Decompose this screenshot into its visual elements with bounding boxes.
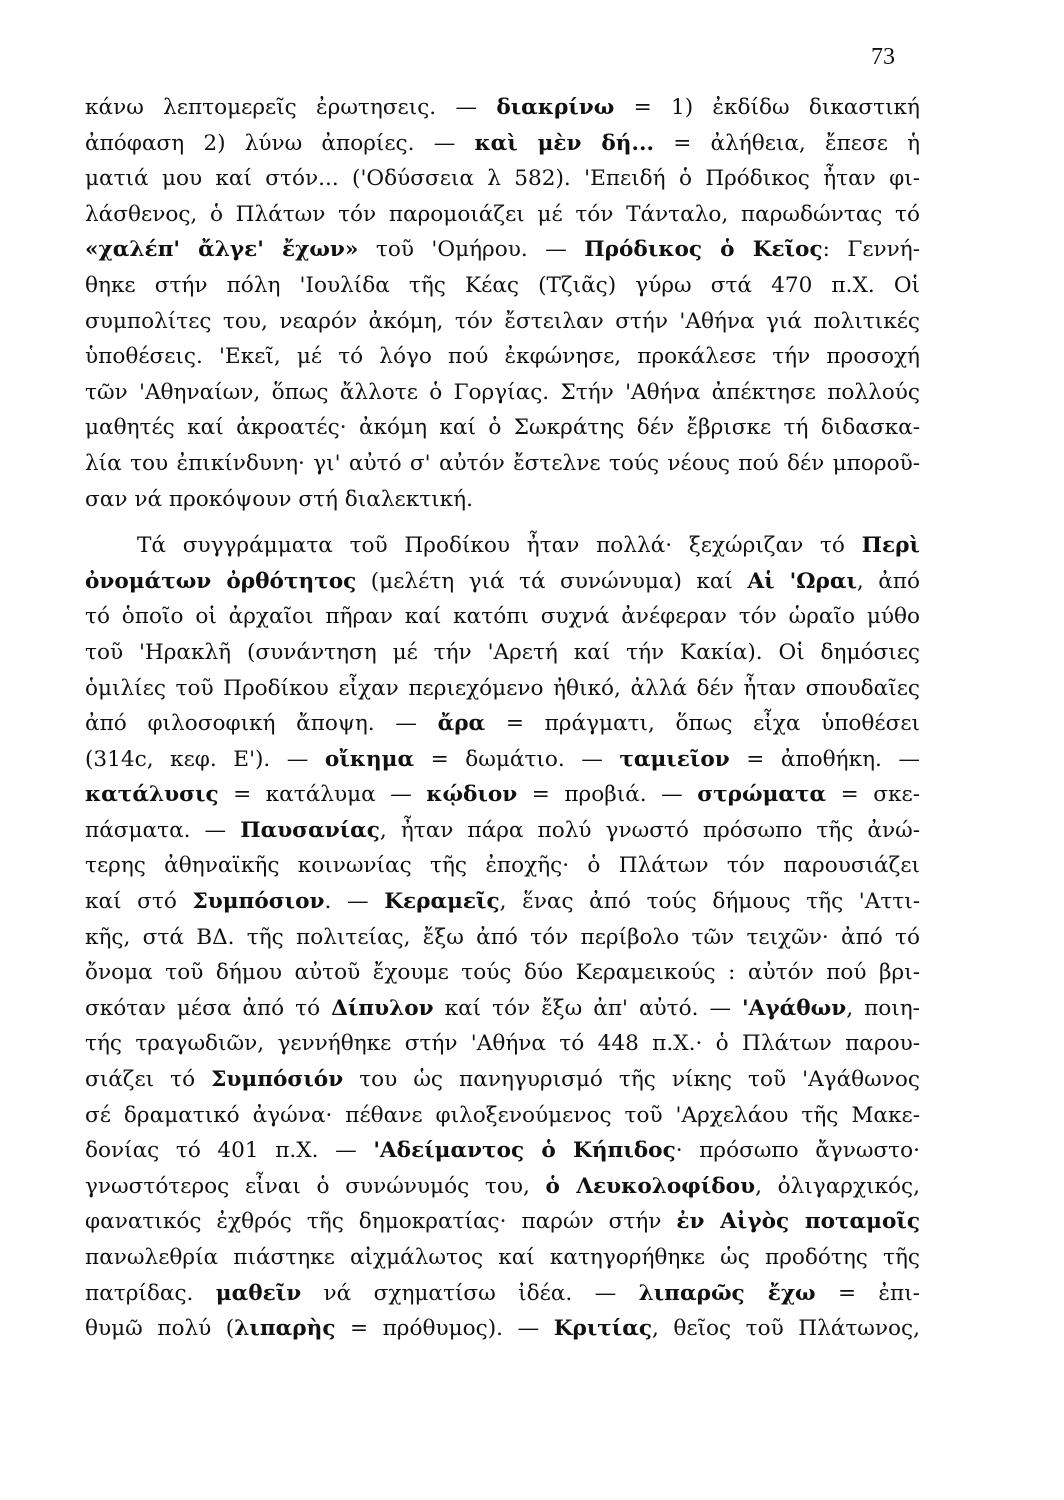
text-line: σέ δραματικό ἀγώνα· πέθανε φιλοξενούμενος τοῦ 'Αρχελάου τῆς Μακε- — [85, 1102, 920, 1128]
text-line: συμπολίτες του, νεαρόν ἀκόμη, τόν ἔστειλαν στήν 'Αθήνα γιά πολιτικές — [85, 308, 920, 334]
text-line: λία του ἐπικίνδυνη· γι' αὐτό σ' αὐτόν ἔστελνε τούς νέους πού δέν μποροῦ- — [85, 450, 920, 476]
text-line: ὁμιλίες τοῦ Προδίκου εἶχαν περιεχόμενο ἠθικό, ἀλλά δέν ἦταν σπουδαῖες — [85, 675, 920, 701]
text-line: κῆς, στά ΒΔ. τῆς πολιτείας, ἔξω ἀπό τόν περίβολο τῶν τειχῶν· ἀπό τό — [85, 924, 920, 950]
text-line: ματιά μου καί στόν... ('Οδύσσεια λ 582). 'Επειδή ὁ Πρόδικος ἦταν φι- — [85, 166, 920, 192]
text-line: τῶν 'Αθηναίων, ὅπως ἄλλοτε ὁ Γοργίας. Στήν 'Αθήνα ἀπέκτησε πολλούς — [85, 379, 920, 405]
text-line: ἀπόφαση 2) λύνω ἀπορίες. — καὶ μὲν δή... = ἀλήθεια, ἔπεσε ἡ — [85, 130, 920, 156]
text-line: κάνω λεπτομερεῖς ἐρωτησεις. — διακρίνω = 1) ἐκδίδω δικαστική — [85, 95, 920, 120]
text-line: φανατικός ἐχθρός τῆς δημοκρατίας· παρών στήν ἐν Αἰγὸς ποταμοῖς — [85, 1209, 920, 1235]
text-line: σκόταν μέσα ἀπό τό Δίπυλον καί τόν ἔξω ἀπ' αὐτό. — 'Αγάθων, ποιη- — [85, 995, 920, 1021]
text-line: καί στό Συμπόσιον. — Κεραμεῖς, ἕνας ἀπό τούς δήμους τῆς 'Αττι- — [85, 889, 920, 915]
text-line: τερης ἀθηναϊκῆς κοινωνίας τῆς ἐποχῆς· ὁ Πλάτων τόν παρουσιάζει — [85, 853, 920, 879]
text-line: πάσματα. — Παυσανίας, ἦταν πάρα πολύ γνωστό πρόσωπο τῆς ἀνώ- — [85, 817, 920, 843]
text-line: θυμῶ πολύ (λιπαρὴς = πρόθυμος). — Κριτίας, θεῖος τοῦ Πλάτωνος, — [85, 1316, 920, 1342]
text-line: μαθητές καί ἀκροατές· ἀκόμη καί ὁ Σωκράτης δέν ἔβρισκε τή διδασκα- — [85, 415, 920, 441]
page-number: 73 — [871, 44, 895, 70]
text-line: τό ὁποῖο οἱ ἀρχαῖοι πῆραν καί κατόπι συχνά ἀνέφεραν τόν ὡραῖο μύθο — [85, 604, 920, 630]
text-line: ὄνομα τοῦ δήμου αὐτοῦ ἔχουμε τούς δύο Κεραμεικούς : αὐτόν πού βρι- — [85, 960, 920, 986]
text-line: τοῦ 'Ηρακλῆ (συνάντηση μέ τήν 'Αρετή καί τήν Κακία). Οἱ δημόσιες — [85, 639, 920, 665]
text-line: λάσθενος, ὁ Πλάτων τόν παρομοιάζει μέ τόν Τάνταλο, παρωδώντας τό — [85, 201, 920, 227]
text-line: πανωλεθρία πιάστηκε αἰχμάλωτος καί κατηγορήθηκε ὡς προδότης τῆς — [85, 1245, 920, 1270]
text-line: θηκε στήν πόλη 'Ιουλίδα τῆς Κέας (Τζιᾶς) γύρω στά 470 π.Χ. Οἱ — [85, 272, 920, 298]
text-line: γνωστότερος εἶναι ὁ συνώνυμός του, ὁ Λευκολοφίδου, ὀλιγαρχικός, — [85, 1173, 920, 1199]
text-line: ἀπό φιλοσοφική ἄποψη. — ἄρα = πράγματι, ὅπως εἶχα ὑποθέσει — [85, 711, 920, 737]
body-text — [85, 90, 920, 1347]
text-line: σιάζει τό Συμπόσιόν του ὡς πανηγυρισμό τῆς νίκης τοῦ 'Αγάθωνος — [85, 1067, 920, 1093]
text-line: ὑποθέσεις. 'Εκεῖ, μέ τό λόγο πού ἐκφώνησε, προκάλεσε τήν προσοχή — [85, 344, 920, 370]
paragraph-gap — [85, 517, 920, 528]
text-line: Τά συγγράμματα τοῦ Προδίκου ἦταν πολλά· ξεχώριζαν τό Περὶ — [137, 533, 920, 559]
text-line: (314c, κεφ. Ε'). — οἴκημα = δωμάτιο. — ταμιεῖον = ἀποθήκη. — — [85, 746, 920, 772]
text-line: «χαλέπ' ἄλγε' ἔχων» τοῦ 'Ομήρου. — Πρόδικος ὁ Κεῖος: Γεννή- — [85, 237, 920, 263]
text-line: πατρίδας. μαθεῖν νά σχηματίσω ἰδέα. — λιπαρῶς ἔχω = ἐπι- — [85, 1280, 920, 1306]
text-line: ὀνομάτων ὀρθότητος (μελέτη γιά τά συνώνυμα) καί Αἱ 'Ωραι, ἀπό — [85, 568, 920, 594]
text-line: κατάλυσις = κατάλυμα — κῴδιον = προβιά. — στρώματα = σκε- — [85, 782, 920, 808]
text-line: τής τραγωδιῶν, γεννήθηκε στήν 'Αθήνα τό 448 π.Χ.· ὁ Πλάτων παρου- — [85, 1031, 920, 1057]
text-line: σαν νά προκόψουν στή διαλεκτική. — [85, 486, 473, 512]
text-line: δονίας τό 401 π.Χ. — 'Αδείμαντος ὁ Κήπιδος· πρόσωπο ἄγνωστο· — [85, 1138, 920, 1164]
